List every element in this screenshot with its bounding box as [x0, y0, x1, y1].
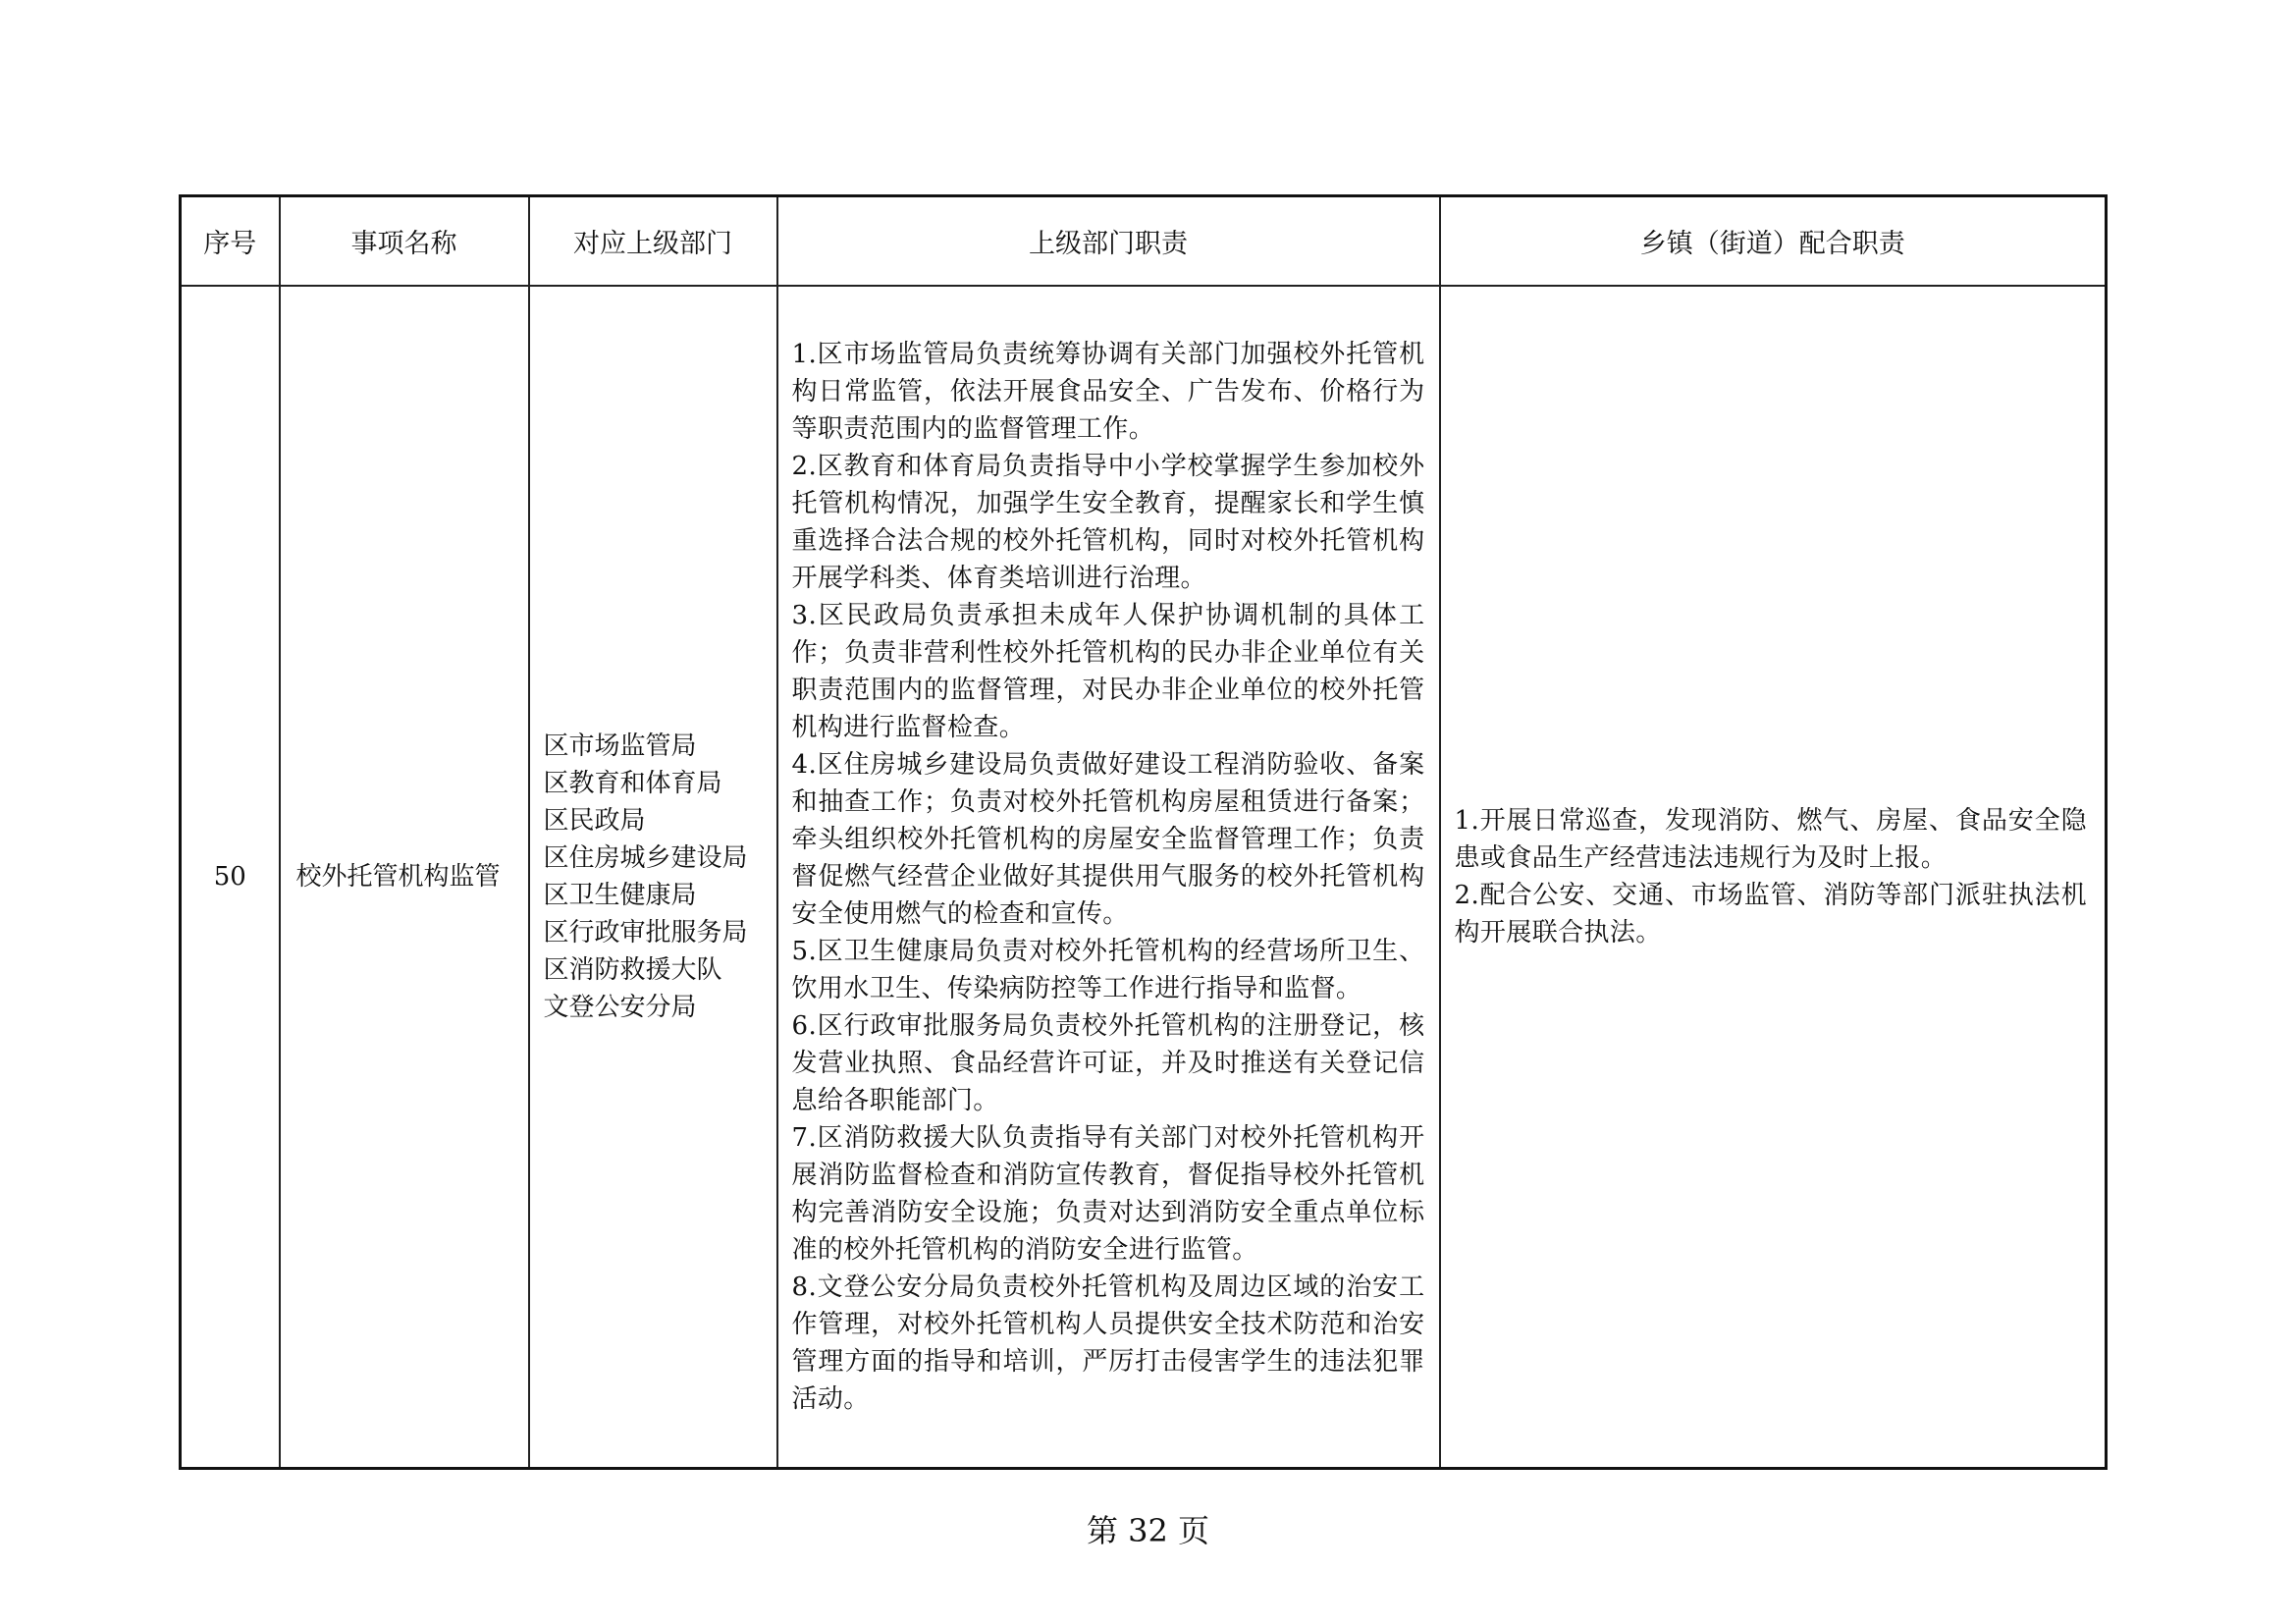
table-header-row — [181, 196, 2107, 287]
town-duty-paragraph: 1.开展日常巡查，发现消防、燃气、房屋、食品安全隐患或食品生产经营违法违规行为及时上报。 — [1454, 806, 2087, 873]
cell-serial-no: 50 — [181, 286, 280, 1469]
department-item: 区市场监管局 — [543, 731, 697, 761]
upper-duty-paragraph: 3.区民政局负责承担未成年人保护协调机制的具体工作；负责非营利性校外托管机构的民办非企业单位有关职责范围内的监督管理，对民办非企业单位的校外托管机构进行监督检查。 — [791, 601, 1425, 742]
header-item-name: 事项名称 — [280, 196, 529, 287]
table-row — [181, 286, 2107, 1469]
upper-duty-paragraph: 6.区行政审批服务局负责校外托管机构的注册登记，核发营业执照、食品经营许可证，并及时推送有关登记信息给各职能部门。 — [791, 1011, 1425, 1115]
upper-duty-paragraph: 8.文登公安分局负责校外托管机构及周边区域的治安工作管理，对校外托管机构人员提供安全技术防范和治安管理方面的指导和培训，严厉打击侵害学生的违法犯罪活动。 — [791, 1272, 1425, 1414]
page-number: 第 32 页 — [1086, 1512, 1210, 1549]
upper-duty-paragraph: 2.区教育和体育局负责指导中小学校掌握学生参加校外托管机构情况，加强学生安全教育，提醒家长和学生慎重选择合法合规的校外托管机构，同时对校外托管机构开展学科类、体育类培训进行治理。 — [791, 452, 1425, 593]
department-item: 区教育和体育局 — [543, 769, 722, 798]
department-item: 区卫生健康局 — [543, 881, 697, 910]
header-upper-department: 对应上级部门 — [529, 196, 777, 287]
department-item: 区消防救援大队 — [543, 955, 722, 985]
cell-town-duties — [1440, 286, 2107, 1469]
header-upper-duties: 上级部门职责 — [777, 196, 1440, 287]
header-serial-no: 序号 — [181, 196, 280, 287]
upper-duty-paragraph: 5.区卫生健康局负责对校外托管机构的经营场所卫生、饮用水卫生、传染病防控等工作进行指导和监督。 — [791, 937, 1425, 1003]
cell-departments — [529, 286, 777, 1469]
duty-table-container — [179, 194, 2105, 1470]
department-item: 区行政审批服务局 — [543, 918, 748, 947]
header-town-duties: 乡镇（街道）配合职责 — [1440, 196, 2107, 287]
duty-table — [179, 194, 2108, 1470]
upper-duty-paragraph: 1.区市场监管局负责统筹协调有关部门加强校外托管机构日常监管，依法开展食品安全、广告发布、价格行为等职责范围内的监督管理工作。 — [791, 340, 1425, 444]
department-item: 文登公安分局 — [543, 993, 697, 1022]
cell-item-name: 校外托管机构监管 — [280, 286, 529, 1469]
upper-duty-paragraph: 4.区住房城乡建设局负责做好建设工程消防验收、备案和抽查工作；负责对校外托管机构房屋租赁进行备案；牵头组织校外托管机构的房屋安全监督管理工作；负责督促燃气经营企业做好其提供用气服务的校外托管机构安全使用燃气的检查和宣传。 — [791, 750, 1425, 929]
department-item: 区住房城乡建设局 — [543, 843, 748, 873]
town-duty-paragraph: 2.配合公安、交通、市场监管、消防等部门派驻执法机构开展联合执法。 — [1454, 881, 2087, 947]
upper-duty-paragraph: 7.区消防救援大队负责指导有关部门对校外托管机构开展消防监督检查和消防宣传教育，督促指导校外托管机构完善消防安全设施；负责对达到消防安全重点单位标准的校外托管机构的消防安全进行监管。 — [791, 1123, 1425, 1265]
department-item: 区民政局 — [543, 806, 646, 836]
cell-upper-duties — [777, 286, 1440, 1469]
